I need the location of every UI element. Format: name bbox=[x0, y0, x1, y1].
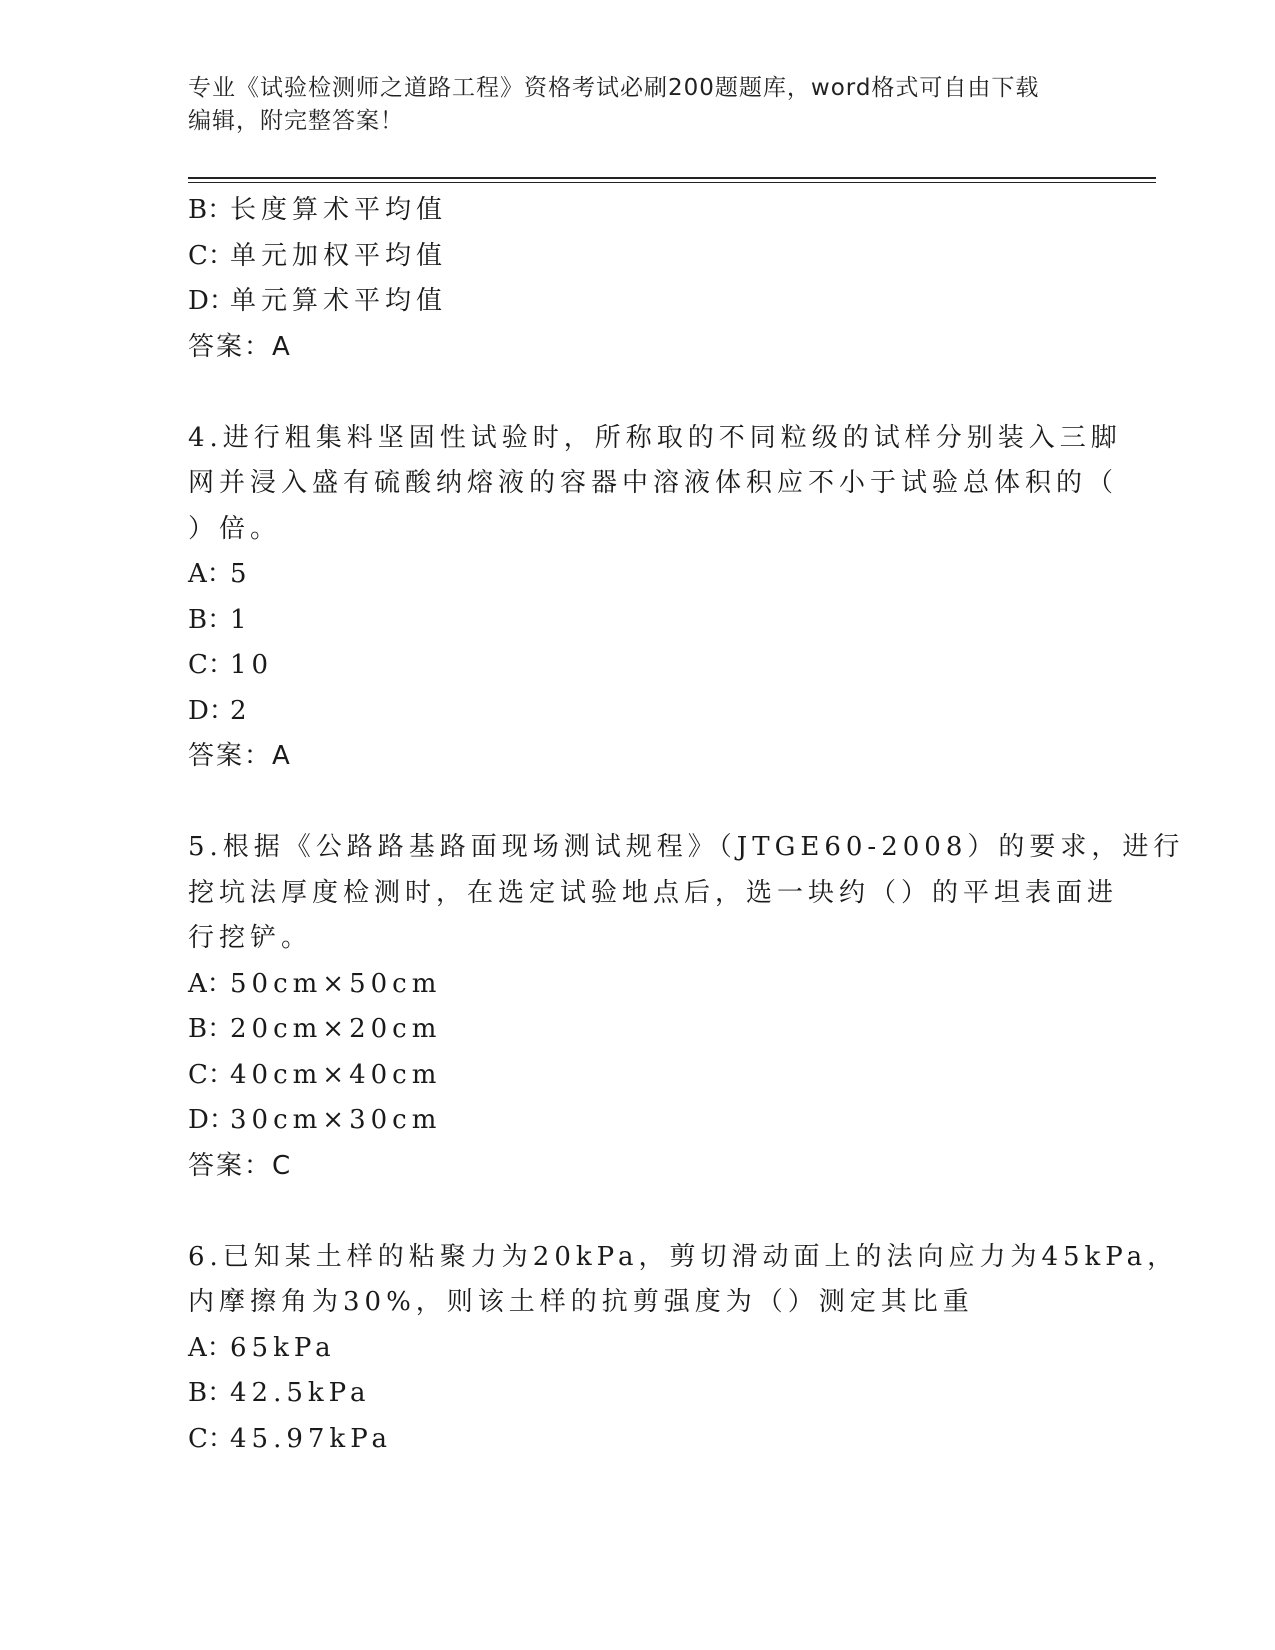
option-b bbox=[188, 1371, 1088, 1417]
option-key: B： bbox=[188, 604, 234, 635]
option-d bbox=[188, 279, 1088, 325]
option-b bbox=[188, 188, 1088, 234]
header-line-1: 专业《试验检测师之道路工程》资格考试必刷200题题库，word格式可自由下载 bbox=[188, 75, 1040, 101]
option-b bbox=[188, 1007, 1088, 1053]
option-a bbox=[188, 962, 1088, 1008]
option-c bbox=[188, 1417, 1088, 1463]
option-key: A： bbox=[188, 1332, 233, 1363]
option-a bbox=[188, 552, 1088, 598]
option-text: 5 bbox=[230, 559, 252, 589]
answer: 答案：A bbox=[188, 741, 292, 771]
document-header bbox=[188, 72, 1088, 138]
question-text-line: 内摩擦角为30%，则该土样的抗剪强度为（）测定其比重 bbox=[188, 1287, 974, 1317]
option-d bbox=[188, 689, 1088, 735]
option-key: B： bbox=[188, 195, 234, 225]
option-a bbox=[188, 1326, 1088, 1372]
option-text: 10 bbox=[230, 650, 274, 680]
option-text: 长度算术平均值 bbox=[230, 195, 448, 225]
header-rule-thin bbox=[188, 182, 1156, 183]
option-b bbox=[188, 598, 1088, 644]
option-text: 40cm×40cm bbox=[230, 1059, 442, 1090]
option-text: 50cm×50cm bbox=[230, 968, 442, 999]
option-key: D： bbox=[188, 1105, 235, 1135]
option-text: 42.5kPa bbox=[230, 1378, 371, 1408]
question-text-line: 挖坑法厚度检测时，在选定试验地点后，选一块约（）的平坦表面进 bbox=[188, 877, 1119, 908]
question-3-tail bbox=[188, 188, 1088, 370]
spacer bbox=[188, 780, 1088, 826]
answer: 答案：A bbox=[188, 331, 292, 362]
spacer bbox=[188, 1189, 1088, 1235]
question-6 bbox=[188, 1235, 1179, 1463]
answer: 答案：C bbox=[188, 1150, 293, 1181]
option-key: D： bbox=[188, 695, 235, 726]
question-text-line: 4.进行粗集料坚固性试验时，所称取的不同粒级的试样分别装入三脚 bbox=[188, 422, 1122, 453]
option-d bbox=[188, 1098, 1088, 1144]
option-key: C： bbox=[188, 1423, 234, 1454]
option-c bbox=[188, 1053, 1088, 1099]
question-text-line: 6.已知某土样的粘聚力为20kPa，剪切滑动面上的法向应力为45kPa， bbox=[188, 1241, 1179, 1272]
document-body bbox=[188, 188, 1185, 1462]
option-key: C： bbox=[188, 650, 234, 680]
option-text: 45.97kPa bbox=[230, 1423, 393, 1454]
question-5 bbox=[188, 825, 1185, 1189]
option-key: B： bbox=[188, 1014, 234, 1044]
option-text: 单元算术平均值 bbox=[230, 286, 448, 316]
option-key: A： bbox=[188, 968, 233, 999]
question-text-line: 行挖铲。 bbox=[188, 923, 313, 953]
option-text: 单元加权平均值 bbox=[230, 240, 448, 271]
option-key: A： bbox=[188, 559, 233, 589]
option-key: C： bbox=[188, 240, 234, 271]
option-text: 65kPa bbox=[230, 1332, 336, 1363]
option-key: C： bbox=[188, 1059, 234, 1090]
option-c bbox=[188, 234, 1088, 280]
option-text: 2 bbox=[230, 695, 252, 726]
option-key: D： bbox=[188, 286, 235, 316]
question-4 bbox=[188, 416, 1122, 780]
option-c bbox=[188, 643, 1088, 689]
header-rule-thick bbox=[188, 177, 1156, 179]
question-text-line: 网并浸入盛有硫酸纳熔液的容器中溶液体积应不小于试验总体积的（ bbox=[188, 468, 1119, 498]
option-key: B： bbox=[188, 1378, 234, 1408]
question-text-line: 5.根据《公路路基路面现场测试规程》（JTGE60-2008）的要求，进行 bbox=[188, 832, 1185, 862]
option-text: 30cm×30cm bbox=[230, 1105, 442, 1135]
header-line-2: 编辑，附完整答案！ bbox=[188, 108, 404, 134]
spacer bbox=[188, 370, 1088, 416]
option-text: 20cm×20cm bbox=[230, 1014, 442, 1044]
question-text-line: ）倍。 bbox=[188, 513, 282, 544]
option-text: 1 bbox=[230, 604, 252, 635]
